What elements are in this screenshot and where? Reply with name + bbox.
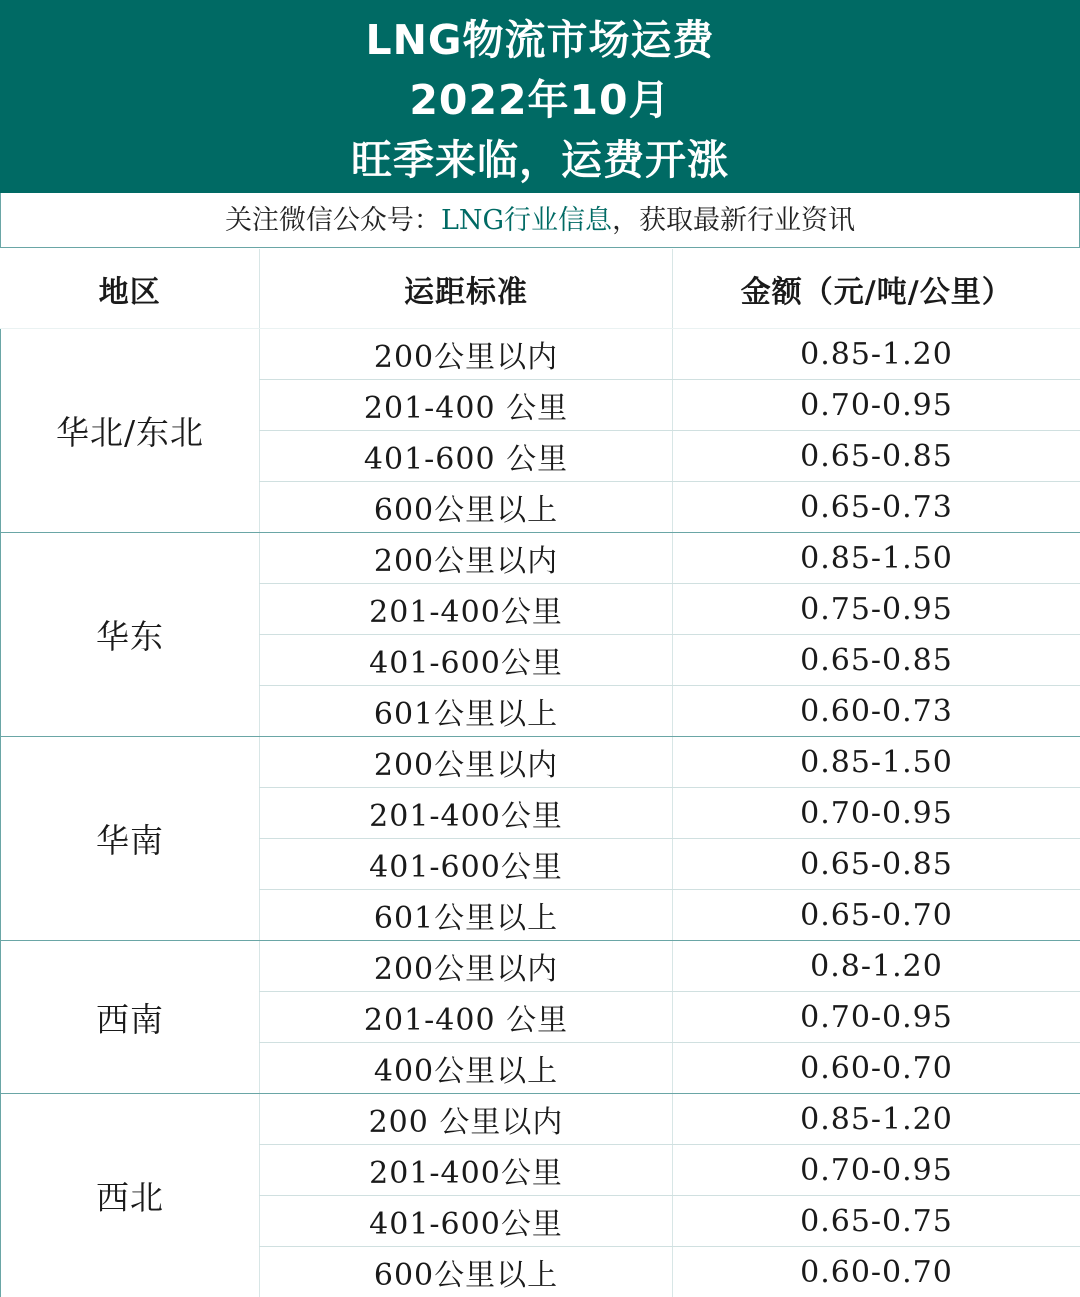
price-cell: 0.65-0.75 xyxy=(673,1196,1080,1247)
price-cell: 0.85-1.50 xyxy=(673,533,1080,584)
distance-cell: 401-600公里 xyxy=(260,839,673,890)
table-row xyxy=(1,329,1080,380)
table-row xyxy=(1,737,1080,788)
price-cell: 0.75-0.95 xyxy=(673,584,1080,635)
price-cell: 0.65-0.85 xyxy=(673,635,1080,686)
distance-cell: 601公里以上 xyxy=(260,686,673,737)
distance-cell: 200 公里以内 xyxy=(260,1094,673,1145)
region-cell: 西南 xyxy=(1,941,260,1094)
price-cell: 0.65-0.85 xyxy=(673,431,1080,482)
subscribe-prefix: 关注微信公众号： xyxy=(225,205,441,236)
distance-cell: 200公里以内 xyxy=(260,941,673,992)
account-name: LNG行业信息 xyxy=(441,205,612,236)
distance-cell: 200公里以内 xyxy=(260,737,673,788)
price-cell: 0.85-1.50 xyxy=(673,737,1080,788)
distance-cell: 200公里以内 xyxy=(260,533,673,584)
region-cell: 华南 xyxy=(1,737,260,941)
distance-cell: 601公里以上 xyxy=(260,890,673,941)
subscribe-suffix: ，获取最新行业资讯 xyxy=(612,205,855,236)
headline: 旺季来临，运费开涨 xyxy=(0,134,1080,186)
price-cell: 0.60-0.73 xyxy=(673,686,1080,737)
distance-cell: 400公里以上 xyxy=(260,1043,673,1094)
region-cell: 华东 xyxy=(1,533,260,737)
column-header-distance: 运距标准 xyxy=(260,249,673,329)
subscribe-note xyxy=(0,193,1080,248)
distance-cell: 201-400 公里 xyxy=(260,992,673,1043)
distance-cell: 401-600公里 xyxy=(260,635,673,686)
distance-cell: 200公里以内 xyxy=(260,329,673,380)
price-cell: 0.8-1.20 xyxy=(673,941,1080,992)
table-body xyxy=(1,329,1080,1297)
table-row xyxy=(1,533,1080,584)
column-header-price: 金额（元/吨/公里） xyxy=(673,249,1080,329)
freight-rate-table xyxy=(0,249,1080,1297)
table-row xyxy=(1,941,1080,992)
price-cell: 0.65-0.85 xyxy=(673,839,1080,890)
distance-cell: 600公里以上 xyxy=(260,1247,673,1297)
distance-cell: 201-400公里 xyxy=(260,584,673,635)
price-cell: 0.70-0.95 xyxy=(673,1145,1080,1196)
distance-cell: 401-600 公里 xyxy=(260,431,673,482)
distance-cell: 201-400公里 xyxy=(260,788,673,839)
region-cell: 华北/东北 xyxy=(1,329,260,533)
price-cell: 0.85-1.20 xyxy=(673,1094,1080,1145)
table-header-row xyxy=(1,249,1080,329)
table-row xyxy=(1,1094,1080,1145)
column-header-region: 地区 xyxy=(1,249,260,329)
distance-cell: 401-600公里 xyxy=(260,1196,673,1247)
page-title: LNG物流市场运费 xyxy=(0,14,1080,66)
price-cell: 0.70-0.95 xyxy=(673,380,1080,431)
price-cell: 0.85-1.20 xyxy=(673,329,1080,380)
title-banner xyxy=(0,0,1080,193)
region-cell: 西北 xyxy=(1,1094,260,1297)
distance-cell: 201-400公里 xyxy=(260,1145,673,1196)
price-cell: 0.65-0.73 xyxy=(673,482,1080,533)
distance-cell: 600公里以上 xyxy=(260,482,673,533)
price-cell: 0.65-0.70 xyxy=(673,890,1080,941)
report-month: 2022年10月 xyxy=(0,74,1080,126)
price-cell: 0.60-0.70 xyxy=(673,1247,1080,1297)
price-cell: 0.70-0.95 xyxy=(673,788,1080,839)
price-cell: 0.70-0.95 xyxy=(673,992,1080,1043)
price-cell: 0.60-0.70 xyxy=(673,1043,1080,1094)
distance-cell: 201-400 公里 xyxy=(260,380,673,431)
